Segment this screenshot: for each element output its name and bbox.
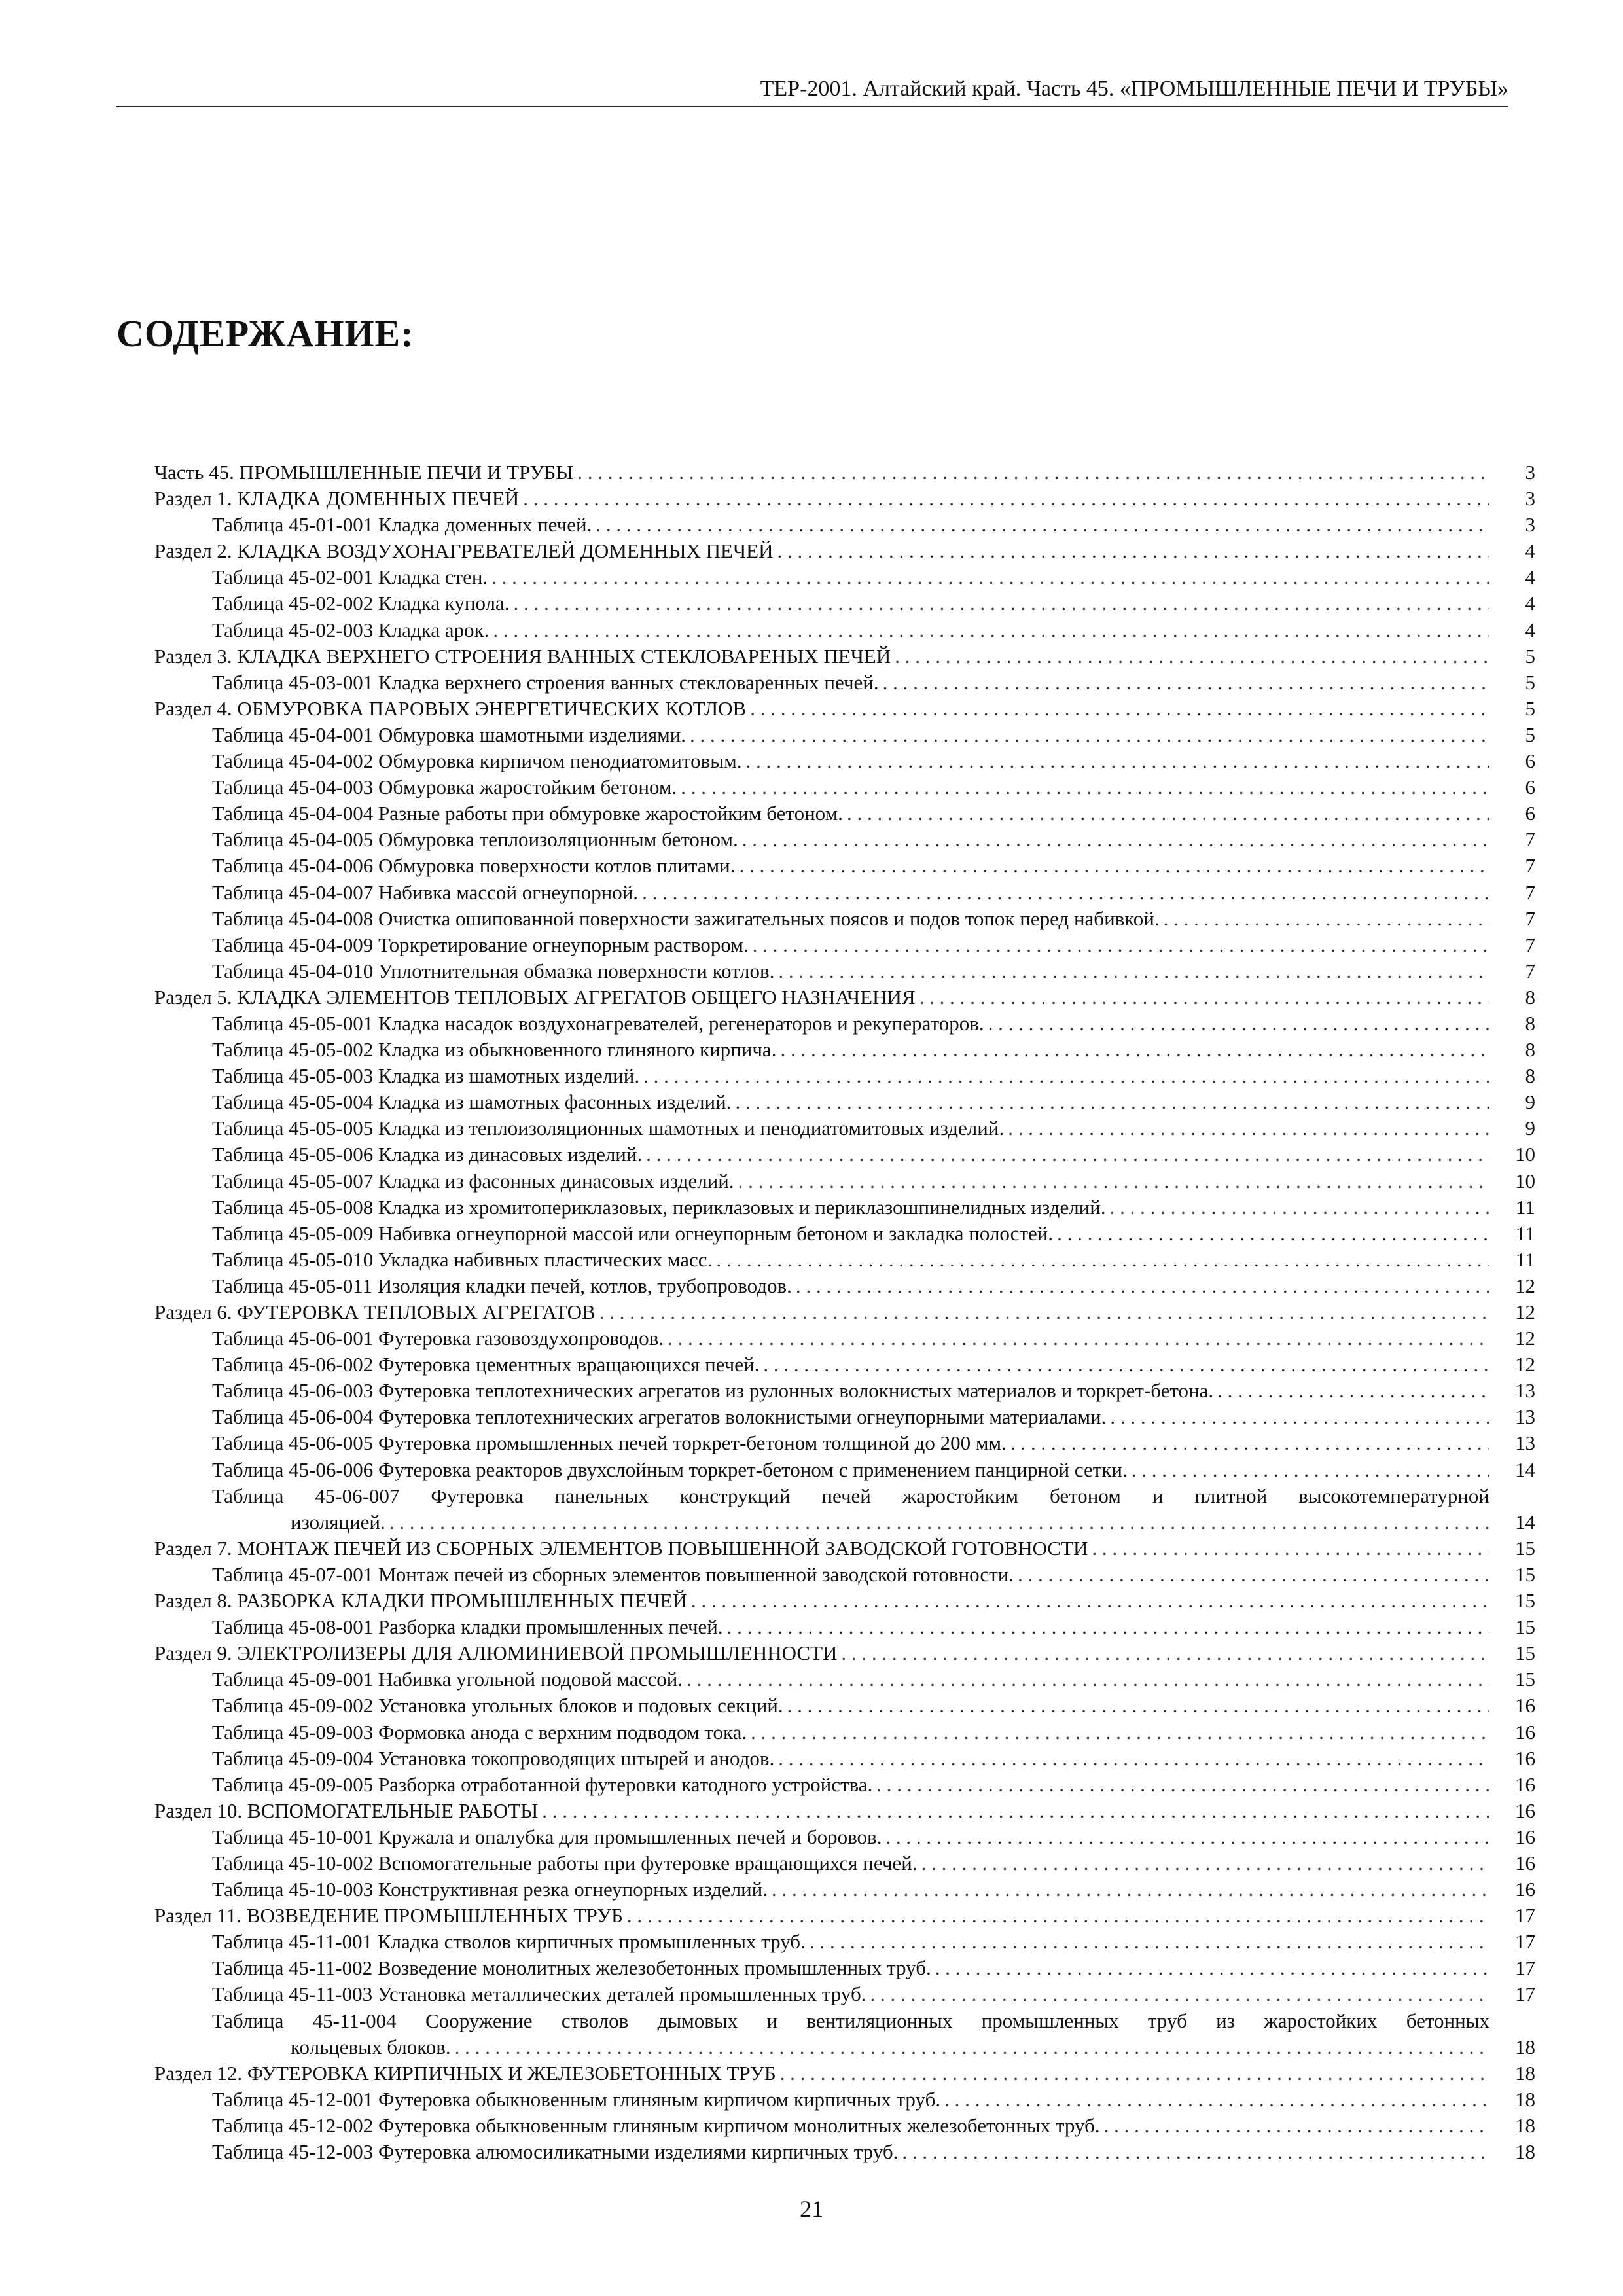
toc-entry-section[interactable]	[154, 984, 1535, 1011]
toc-entry-page: 6	[1525, 802, 1535, 825]
dot-leader	[642, 880, 1489, 906]
toc-entry-page: 4	[1525, 618, 1535, 641]
toc-entry-label: Таблица 45-04-005 Обмуровка теплоизоляционным бетоном.	[212, 828, 738, 852]
dot-leader	[876, 1772, 1489, 1798]
dot-leader	[787, 1693, 1489, 1719]
table-of-contents	[154, 459, 1535, 2165]
toc-entry-label: Таблица 45-04-003 Обмуровка жаростойким бетоном.	[212, 776, 677, 799]
toc-entry-page: 3	[1525, 461, 1535, 484]
toc-entry-page: 10	[1515, 1143, 1535, 1166]
dot-leader	[596, 512, 1489, 538]
toc-entry-table[interactable]	[154, 722, 1535, 748]
toc-entry-label: Таблица 45-04-006 Обмуровка поверхности котлов плитами.	[212, 854, 736, 878]
toc-entry-page: 7	[1525, 828, 1535, 852]
toc-entry-label: Таблица 45-09-004 Установка токопроводящих штырей и анодов.	[212, 1746, 775, 1770]
toc-entry-label: Таблица 45-04-004 Разные работы при обмуровке жаростойким бетоном.	[212, 802, 843, 825]
dot-leader	[1164, 906, 1489, 932]
toc-entry-page: 12	[1515, 1327, 1535, 1350]
toc-entry-page: 12	[1515, 1353, 1535, 1376]
dot-leader	[895, 643, 1489, 670]
toc-entry-label: Таблица 45-10-003 Конструктивная резка огнеупорных изделий.	[212, 1878, 768, 1901]
toc-entry-page: 12	[1515, 1300, 1535, 1323]
toc-entry-page: 16	[1515, 1746, 1535, 1770]
toc-entry-page: 13	[1515, 1405, 1535, 1429]
toc-entry-section[interactable]	[154, 486, 1535, 512]
toc-entry-section[interactable]	[154, 538, 1535, 564]
toc-entry-table[interactable]	[154, 1850, 1535, 1876]
dot-leader	[514, 590, 1489, 617]
toc-entry-page: 3	[1525, 513, 1535, 537]
toc-entry-label: Таблица 45-05-009 Набивка огнеупорной массой или огнеупорным бетоном и закладка полостей.	[212, 1221, 1054, 1245]
toc-entry-section[interactable]	[154, 1535, 1535, 1562]
toc-entry-section[interactable]	[154, 2060, 1535, 2087]
dot-leader	[646, 1141, 1489, 1168]
dot-leader	[455, 2034, 1489, 2060]
toc-entry-table[interactable]	[154, 1063, 1535, 1089]
toc-entry-label: Таблица 45-06-005 Футеровка промышленных печей торкрет-бетоном толщиной до 200 мм.	[212, 1431, 1007, 1455]
toc-entry-table[interactable]	[154, 1404, 1535, 1430]
toc-entry-section[interactable]	[154, 1588, 1535, 1614]
toc-entry-table[interactable]	[154, 1562, 1535, 1588]
running-header: ТЕР-2001. Алтайский край. Часть 45. «ПРОМЫШЛЕННЫЕ ПЕЧИ И ТРУБЫ»	[760, 77, 1508, 101]
toc-entry-label: Раздел 5. КЛАДКА ЭЛЕМЕНТОВ ТЕПЛОВЫХ АГРЕГАТОВ ОБЩЕГО НАЗНАЧЕНИЯ	[154, 985, 916, 1009]
toc-entry-page: 16	[1515, 1878, 1535, 1901]
dot-leader	[1104, 2113, 1489, 2139]
toc-entry-page: 15	[1515, 1562, 1535, 1586]
toc-entry-label: Раздел 4. ОБМУРОВКА ПАРОВЫХ ЭНЕРГЕТИЧЕСКИХ КОТЛОВ	[154, 696, 747, 720]
toc-entry-page: 15	[1515, 1668, 1535, 1691]
toc-entry-label: Таблица 45-05-008 Кладка из хромитопериклазовых, периклазовых и периклазошпинелидных изделий.	[212, 1195, 1106, 1219]
dot-leader	[1110, 1194, 1489, 1221]
toc-entry-table[interactable]	[154, 748, 1535, 774]
toc-entry-label-continued: кольцевых блоков.	[291, 2035, 451, 2058]
dot-leader	[577, 459, 1489, 486]
toc-entry-page: 18	[1515, 2035, 1535, 2058]
toc-entry-page: 7	[1525, 906, 1535, 930]
toc-entry-page: 13	[1515, 1431, 1535, 1455]
toc-entry-page: 17	[1515, 1930, 1535, 1954]
dot-leader	[796, 1273, 1489, 1299]
toc-entry-label: Таблица 45-11-001 Кладка стволов кирпичных промышленных труб.	[212, 1930, 806, 1954]
toc-entry-table[interactable]	[154, 1352, 1535, 1378]
toc-entry-section[interactable]	[154, 1299, 1535, 1325]
dot-leader	[1110, 1404, 1489, 1430]
toc-entry-label: Таблица 45-04-002 Обмуровка кирпичом пенодиатомитовым.	[212, 749, 742, 773]
toc-entry-label: Таблица 45-05-011 Изоляция кладки печей, котлов, трубопроводов.	[212, 1274, 792, 1297]
toc-entry-table[interactable]	[154, 1824, 1535, 1850]
toc-entry-label: Таблица 45-05-006 Кладка из динасовых изделий.	[212, 1143, 643, 1166]
toc-entry-label: Часть 45. ПРОМЫШЛЕННЫЕ ПЕЧИ И ТРУБЫ	[154, 461, 574, 484]
toc-entry-table[interactable]	[154, 1325, 1535, 1352]
toc-entry-label: Раздел 3. КЛАДКА ВЕРХНЕГО СТРОЕНИЯ ВАННЫХ СТЕКЛОВАРЕНЫХ ПЕЧЕЙ	[154, 644, 891, 668]
toc-entry-page: 18	[1515, 2061, 1535, 2085]
dot-leader	[935, 1955, 1489, 1981]
toc-entry-table[interactable]	[154, 1430, 1535, 1456]
toc-entry-table[interactable]	[154, 1378, 1535, 1404]
toc-entry-page: 11	[1516, 1195, 1535, 1219]
toc-entry-label: Таблица 45-03-001 Кладка верхнего строения ванных стекловаренных печей.	[212, 670, 879, 694]
toc-entry-label: Таблица 45-06-004 Футеровка теплотехнических агрегатов волокнистыми огнеупорными материалами.	[212, 1405, 1107, 1429]
toc-entry-page: 17	[1515, 1904, 1535, 1928]
dot-leader	[1018, 1562, 1489, 1588]
page-title: СОДЕРЖАНИЕ:	[116, 312, 414, 355]
dot-leader	[687, 1666, 1489, 1693]
toc-entry-page: 9	[1525, 1117, 1535, 1140]
toc-entry-table[interactable]	[154, 853, 1535, 879]
dot-leader	[738, 1168, 1489, 1194]
toc-entry-table[interactable]	[154, 1194, 1535, 1221]
toc-entry-table[interactable]	[154, 1115, 1535, 1141]
toc-entry-page: 5	[1525, 670, 1535, 694]
toc-entry-table[interactable]	[154, 774, 1535, 800]
toc-entry-page: 8	[1525, 1038, 1535, 1062]
toc-entry-page: 14	[1515, 1510, 1535, 1534]
dot-leader	[870, 1981, 1489, 2007]
toc-entry-label: Таблица 45-04-009 Торкретирование огнеупорным раствором.	[212, 933, 749, 956]
dot-leader	[599, 1299, 1489, 1325]
toc-entry-table[interactable]	[154, 2008, 1535, 2060]
toc-entry-page: 17	[1515, 1982, 1535, 2006]
toc-entry-table[interactable]	[154, 1981, 1535, 2007]
toc-entry-page: 15	[1515, 1615, 1535, 1639]
toc-entry-page: 5	[1525, 723, 1535, 746]
toc-entry-page: 16	[1515, 1825, 1535, 1848]
toc-entry-table[interactable]	[154, 1221, 1535, 1247]
toc-entry-label: Таблица 45-09-003 Формовка анода с верхним подводом тока.	[212, 1720, 747, 1744]
dot-leader	[944, 2087, 1489, 2113]
toc-entry-label: Таблица 45-04-007 Набивка массой огнеупорной.	[212, 880, 639, 904]
toc-entry-label: Раздел 7. МОНТАЖ ПЕЧЕЙ ИЗ СБОРНЫХ ЭЛЕМЕНТОВ ПОВЫШЕННОЙ ЗАВОДСКОЙ ГОТОВНОСТИ	[154, 1536, 1088, 1560]
dot-leader	[753, 932, 1489, 958]
toc-entry-table[interactable]	[154, 1719, 1535, 1746]
toc-entry-label: Раздел 11. ВОЗВЕДЕНИЕ ПРОМЫШЛЕННЫХ ТРУБ	[154, 1904, 623, 1928]
dot-leader	[1132, 1457, 1489, 1483]
dot-leader	[919, 984, 1489, 1011]
toc-entry-label: Таблица 45-11-003 Установка металлических деталей промышленных труб.	[212, 1982, 866, 2006]
toc-entry-section[interactable]	[154, 459, 1535, 486]
toc-entry-label: Таблица 45-12-002 Футеровка обыкновенным глиняным кирпичом монолитных железобетонных труб.	[212, 2113, 1100, 2137]
toc-entry-label: Таблица 45-05-002 Кладка из обыкновенного глиняного кирпича.	[212, 1038, 777, 1062]
dot-leader	[841, 1640, 1489, 1666]
toc-entry-label: Таблица 45-04-008 Очистка ошипованной поверхности зажигательных поясов и подов топок перед набивкой.	[212, 906, 1160, 930]
toc-entry-page: 16	[1515, 1694, 1535, 1717]
toc-entry-table[interactable]	[154, 1876, 1535, 1903]
toc-entry-table[interactable]	[154, 1614, 1535, 1640]
toc-entry-page: 12	[1515, 1274, 1535, 1297]
toc-entry-table[interactable]	[154, 958, 1535, 984]
toc-entry-label: Таблица 45-02-002 Кладка купола.	[212, 592, 510, 615]
toc-entry-table[interactable]	[154, 2087, 1535, 2113]
toc-entry-label: Таблица 45-06-003 Футеровка теплотехнических агрегатов из рулонных волокнистых материалов и торкрет-бетона.	[212, 1379, 1214, 1403]
toc-entry-table[interactable]	[154, 1955, 1535, 1981]
toc-entry-section[interactable]	[154, 1903, 1535, 1929]
toc-entry-label: Таблица 45-09-005 Разборка отработанной футеровки катодного устройства.	[212, 1772, 873, 1796]
toc-entry-label: Таблица 45-05-010 Укладка набивных пластических масс.	[212, 1247, 713, 1271]
toc-entry-page: 15	[1515, 1641, 1535, 1665]
toc-entry-page: 15	[1515, 1589, 1535, 1613]
dot-leader	[885, 1824, 1489, 1850]
dot-leader	[763, 1352, 1489, 1378]
toc-entry-label: Раздел 6. ФУТЕРОВКА ТЕПЛОВЫХ АГРЕГАТОВ	[154, 1300, 596, 1323]
toc-entry-label: Таблица 45-08-001 Разборка кладки промышленных печей.	[212, 1615, 723, 1639]
dot-leader	[691, 1588, 1489, 1614]
toc-entry-label: Таблица 45-05-005 Кладка из теплоизоляционных шамотных и пенодиатомитовых изделий.	[212, 1117, 1005, 1140]
toc-entry-table[interactable]	[154, 1772, 1535, 1798]
toc-entry-label: Таблица 45-11-002 Возведение монолитных железобетонных промышленных труб.	[212, 1956, 931, 1980]
dot-leader	[389, 1509, 1489, 1535]
dot-leader	[988, 1011, 1489, 1037]
dot-leader	[727, 1614, 1489, 1640]
toc-entry-label: Раздел 1. КЛАДКА ДОМЕННЫХ ПЕЧЕЙ	[154, 487, 520, 511]
toc-entry-label: Таблица 45-09-001 Набивка угольной подовой массой.	[212, 1668, 683, 1691]
dot-leader	[491, 564, 1489, 590]
toc-entry-label: Раздел 10. ВСПОМОГАТЕЛЬНЫЕ РАБОТЫ	[154, 1799, 539, 1822]
toc-entry-label: Таблица 45-05-001 Кладка насадок воздухонагревателей, регенераторов и рекуператоров.	[212, 1011, 984, 1035]
dot-leader	[777, 538, 1489, 564]
dot-leader	[780, 2060, 1489, 2087]
toc-entry-page: 4	[1525, 592, 1535, 615]
toc-entry-table[interactable]	[154, 906, 1535, 932]
toc-entry-table[interactable]	[154, 1746, 1535, 1772]
dot-leader	[1217, 1378, 1489, 1404]
dot-leader	[742, 827, 1489, 853]
toc-entry-table[interactable]	[154, 1273, 1535, 1299]
toc-entry-label: Таблица 45-04-001 Обмуровка шамотными изделиями.	[212, 723, 687, 746]
toc-entry-page: 16	[1515, 1720, 1535, 1744]
toc-entry-table[interactable]	[154, 1089, 1535, 1115]
dot-leader	[681, 774, 1489, 800]
toc-entry-page: 5	[1525, 644, 1535, 668]
toc-entry-label: Таблица 45-10-002 Вспомогательные работы при футеровке вращающихся печей.	[212, 1851, 918, 1874]
dot-leader	[810, 1929, 1489, 1955]
toc-entry-page: 4	[1525, 539, 1535, 563]
toc-entry-table[interactable]	[154, 564, 1535, 590]
toc-entry-page: 16	[1515, 1851, 1535, 1874]
toc-entry-label: Таблица 45-07-001 Монтаж печей из сборных элементов повышенной заводской готовности.	[212, 1562, 1014, 1586]
dot-leader	[668, 1325, 1489, 1352]
dot-leader	[1092, 1535, 1489, 1562]
toc-entry-label: Таблица 45-04-010 Уплотнительная обмазка поверхности котлов.	[212, 959, 775, 982]
dot-leader	[493, 617, 1489, 643]
toc-entry-page: 10	[1515, 1169, 1535, 1193]
dot-leader	[740, 853, 1489, 879]
toc-entry-table[interactable]	[154, 2139, 1535, 2165]
toc-entry-table[interactable]	[154, 2113, 1535, 2139]
toc-entry-label: Таблица 45-12-003 Футеровка алюмосиликатными изделиями кирпичных труб.	[212, 2140, 899, 2163]
toc-entry-page: 18	[1515, 2140, 1535, 2163]
toc-entry-page: 5	[1525, 696, 1535, 720]
toc-entry-page: 6	[1525, 749, 1535, 773]
toc-entry-label: Таблица 45-01-001 Кладка доменных печей.	[212, 513, 592, 537]
dot-leader	[523, 486, 1489, 512]
toc-entry-label: Таблица 45-06-007 Футеровка панельных конструкций печей жаростойким бетоном и плитной высокотемпературной	[212, 1484, 1489, 1507]
toc-entry-table[interactable]	[154, 670, 1535, 696]
dot-leader	[772, 1876, 1489, 1903]
toc-entry-table[interactable]	[154, 827, 1535, 853]
toc-entry-page: 8	[1525, 985, 1535, 1009]
toc-entry-table[interactable]	[154, 1141, 1535, 1168]
toc-entry-label-continued: изоляцией.	[291, 1510, 385, 1534]
dot-leader	[778, 1746, 1489, 1772]
toc-entry-page: 11	[1516, 1247, 1535, 1271]
toc-entry-page: 8	[1525, 1064, 1535, 1088]
dot-leader	[643, 1063, 1489, 1089]
dot-leader	[847, 800, 1489, 827]
dot-leader	[883, 670, 1489, 696]
toc-entry-page: 16	[1515, 1799, 1535, 1822]
toc-entry-label: Таблица 45-12-001 Футеровка обыкновенным глиняным кирпичом кирпичных труб.	[212, 2087, 941, 2111]
toc-entry-page: 14	[1515, 1458, 1535, 1481]
toc-entry-page: 9	[1525, 1090, 1535, 1114]
toc-entry-page: 7	[1525, 854, 1535, 878]
toc-entry-page: 15	[1515, 1536, 1535, 1560]
toc-entry-table[interactable]	[154, 932, 1535, 958]
toc-entry-table[interactable]	[154, 800, 1535, 827]
toc-entry-label: Таблица 45-09-002 Установка угольных блоков и подовых секций.	[212, 1694, 783, 1717]
toc-entry-table[interactable]	[154, 617, 1535, 643]
toc-entry-page: 13	[1515, 1379, 1535, 1403]
toc-entry-table[interactable]	[154, 1011, 1535, 1037]
toc-entry-table[interactable]	[154, 1693, 1535, 1719]
dot-leader	[778, 958, 1489, 984]
toc-entry-page: 3	[1525, 487, 1535, 511]
toc-entry-label: Раздел 8. РАЗБОРКА КЛАДКИ ПРОМЫШЛЕННЫХ ПЕЧЕЙ	[154, 1589, 687, 1613]
toc-entry-page: 7	[1525, 880, 1535, 904]
toc-entry-page: 4	[1525, 565, 1535, 589]
dot-leader	[745, 748, 1489, 774]
toc-entry-page: 7	[1525, 959, 1535, 982]
toc-entry-table[interactable]	[154, 1457, 1535, 1483]
header-rule	[116, 106, 1508, 107]
toc-entry-table[interactable]	[154, 1929, 1535, 1955]
toc-entry-page: 18	[1515, 2113, 1535, 2137]
toc-entry-table[interactable]	[154, 1168, 1535, 1194]
toc-entry-label: Таблица 45-06-001 Футеровка газовоздухопроводов.	[212, 1327, 664, 1350]
toc-entry-table[interactable]	[154, 590, 1535, 617]
dot-leader	[1010, 1430, 1489, 1456]
toc-entry-label: Таблица 45-06-002 Футеровка цементных вращающихся печей.	[212, 1353, 760, 1376]
toc-entry-table[interactable]	[154, 1037, 1535, 1063]
toc-entry-label: Раздел 12. ФУТЕРОВКА КИРПИЧНЫХ И ЖЕЛЕЗОБЕТОННЫХ ТРУБ	[154, 2061, 776, 2085]
toc-entry-page: 6	[1525, 776, 1535, 799]
toc-entry-section[interactable]	[154, 696, 1535, 722]
toc-entry-page: 18	[1515, 2087, 1535, 2111]
dot-leader	[690, 722, 1489, 748]
toc-entry-table[interactable]	[154, 1247, 1535, 1273]
dot-leader	[780, 1037, 1489, 1063]
toc-entry-table[interactable]	[154, 512, 1535, 538]
toc-entry-label: Таблица 45-02-003 Кладка арок.	[212, 618, 490, 641]
toc-entry-label: Раздел 2. КЛАДКА ВОЗДУХОНАГРЕВАТЕЛЕЙ ДОМЕННЫХ ПЕЧЕЙ	[154, 539, 774, 563]
dot-leader	[542, 1798, 1489, 1824]
dot-leader	[750, 696, 1489, 722]
toc-entry-label: Таблица 45-11-004 Сооружение стволов дымовых и вентиляционных промышленных труб из жаростойких бетонных	[212, 2009, 1489, 2032]
dot-leader	[1008, 1115, 1489, 1141]
dot-leader	[902, 2139, 1489, 2165]
page-number: 21	[800, 2196, 823, 2222]
toc-entry-label: Таблица 45-10-001 Кружала и опалубка для промышленных печей и боровов.	[212, 1825, 882, 1848]
toc-entry-label: Таблица 45-05-004 Кладка из шамотных фасонных изделий.	[212, 1090, 732, 1114]
toc-entry-label: Раздел 9. ЭЛЕКТРОЛИЗЕРЫ ДЛЯ АЛЮМИНИЕВОЙ ПРОМЫШЛЕННОСТИ	[154, 1641, 838, 1665]
dot-leader	[1057, 1221, 1489, 1247]
toc-entry-page: 17	[1515, 1956, 1535, 1980]
dot-leader	[921, 1850, 1489, 1876]
toc-entry-table[interactable]	[154, 1666, 1535, 1693]
dot-leader	[735, 1089, 1489, 1115]
dot-leader	[627, 1903, 1489, 1929]
toc-entry-page: 11	[1516, 1221, 1535, 1245]
toc-entry-label: Таблица 45-02-001 Кладка стен.	[212, 565, 488, 589]
toc-entry-section[interactable]	[154, 1798, 1535, 1824]
toc-entry-table[interactable]	[154, 880, 1535, 906]
toc-entry-page: 7	[1525, 933, 1535, 956]
toc-entry-table[interactable]	[154, 1483, 1535, 1535]
toc-entry-label: Таблица 45-06-006 Футеровка реакторов двухслойным торкрет-бетоном с применением панцирной сетки.	[212, 1458, 1128, 1481]
toc-entry-section[interactable]	[154, 643, 1535, 670]
dot-leader	[716, 1247, 1489, 1273]
toc-entry-section[interactable]	[154, 1640, 1535, 1666]
toc-entry-label: Таблица 45-05-003 Кладка из шамотных изделий.	[212, 1064, 640, 1088]
toc-entry-page: 8	[1525, 1011, 1535, 1035]
toc-entry-label: Таблица 45-05-007 Кладка из фасонных динасовых изделий.	[212, 1169, 734, 1193]
toc-entry-page: 16	[1515, 1772, 1535, 1796]
dot-leader	[751, 1719, 1489, 1746]
